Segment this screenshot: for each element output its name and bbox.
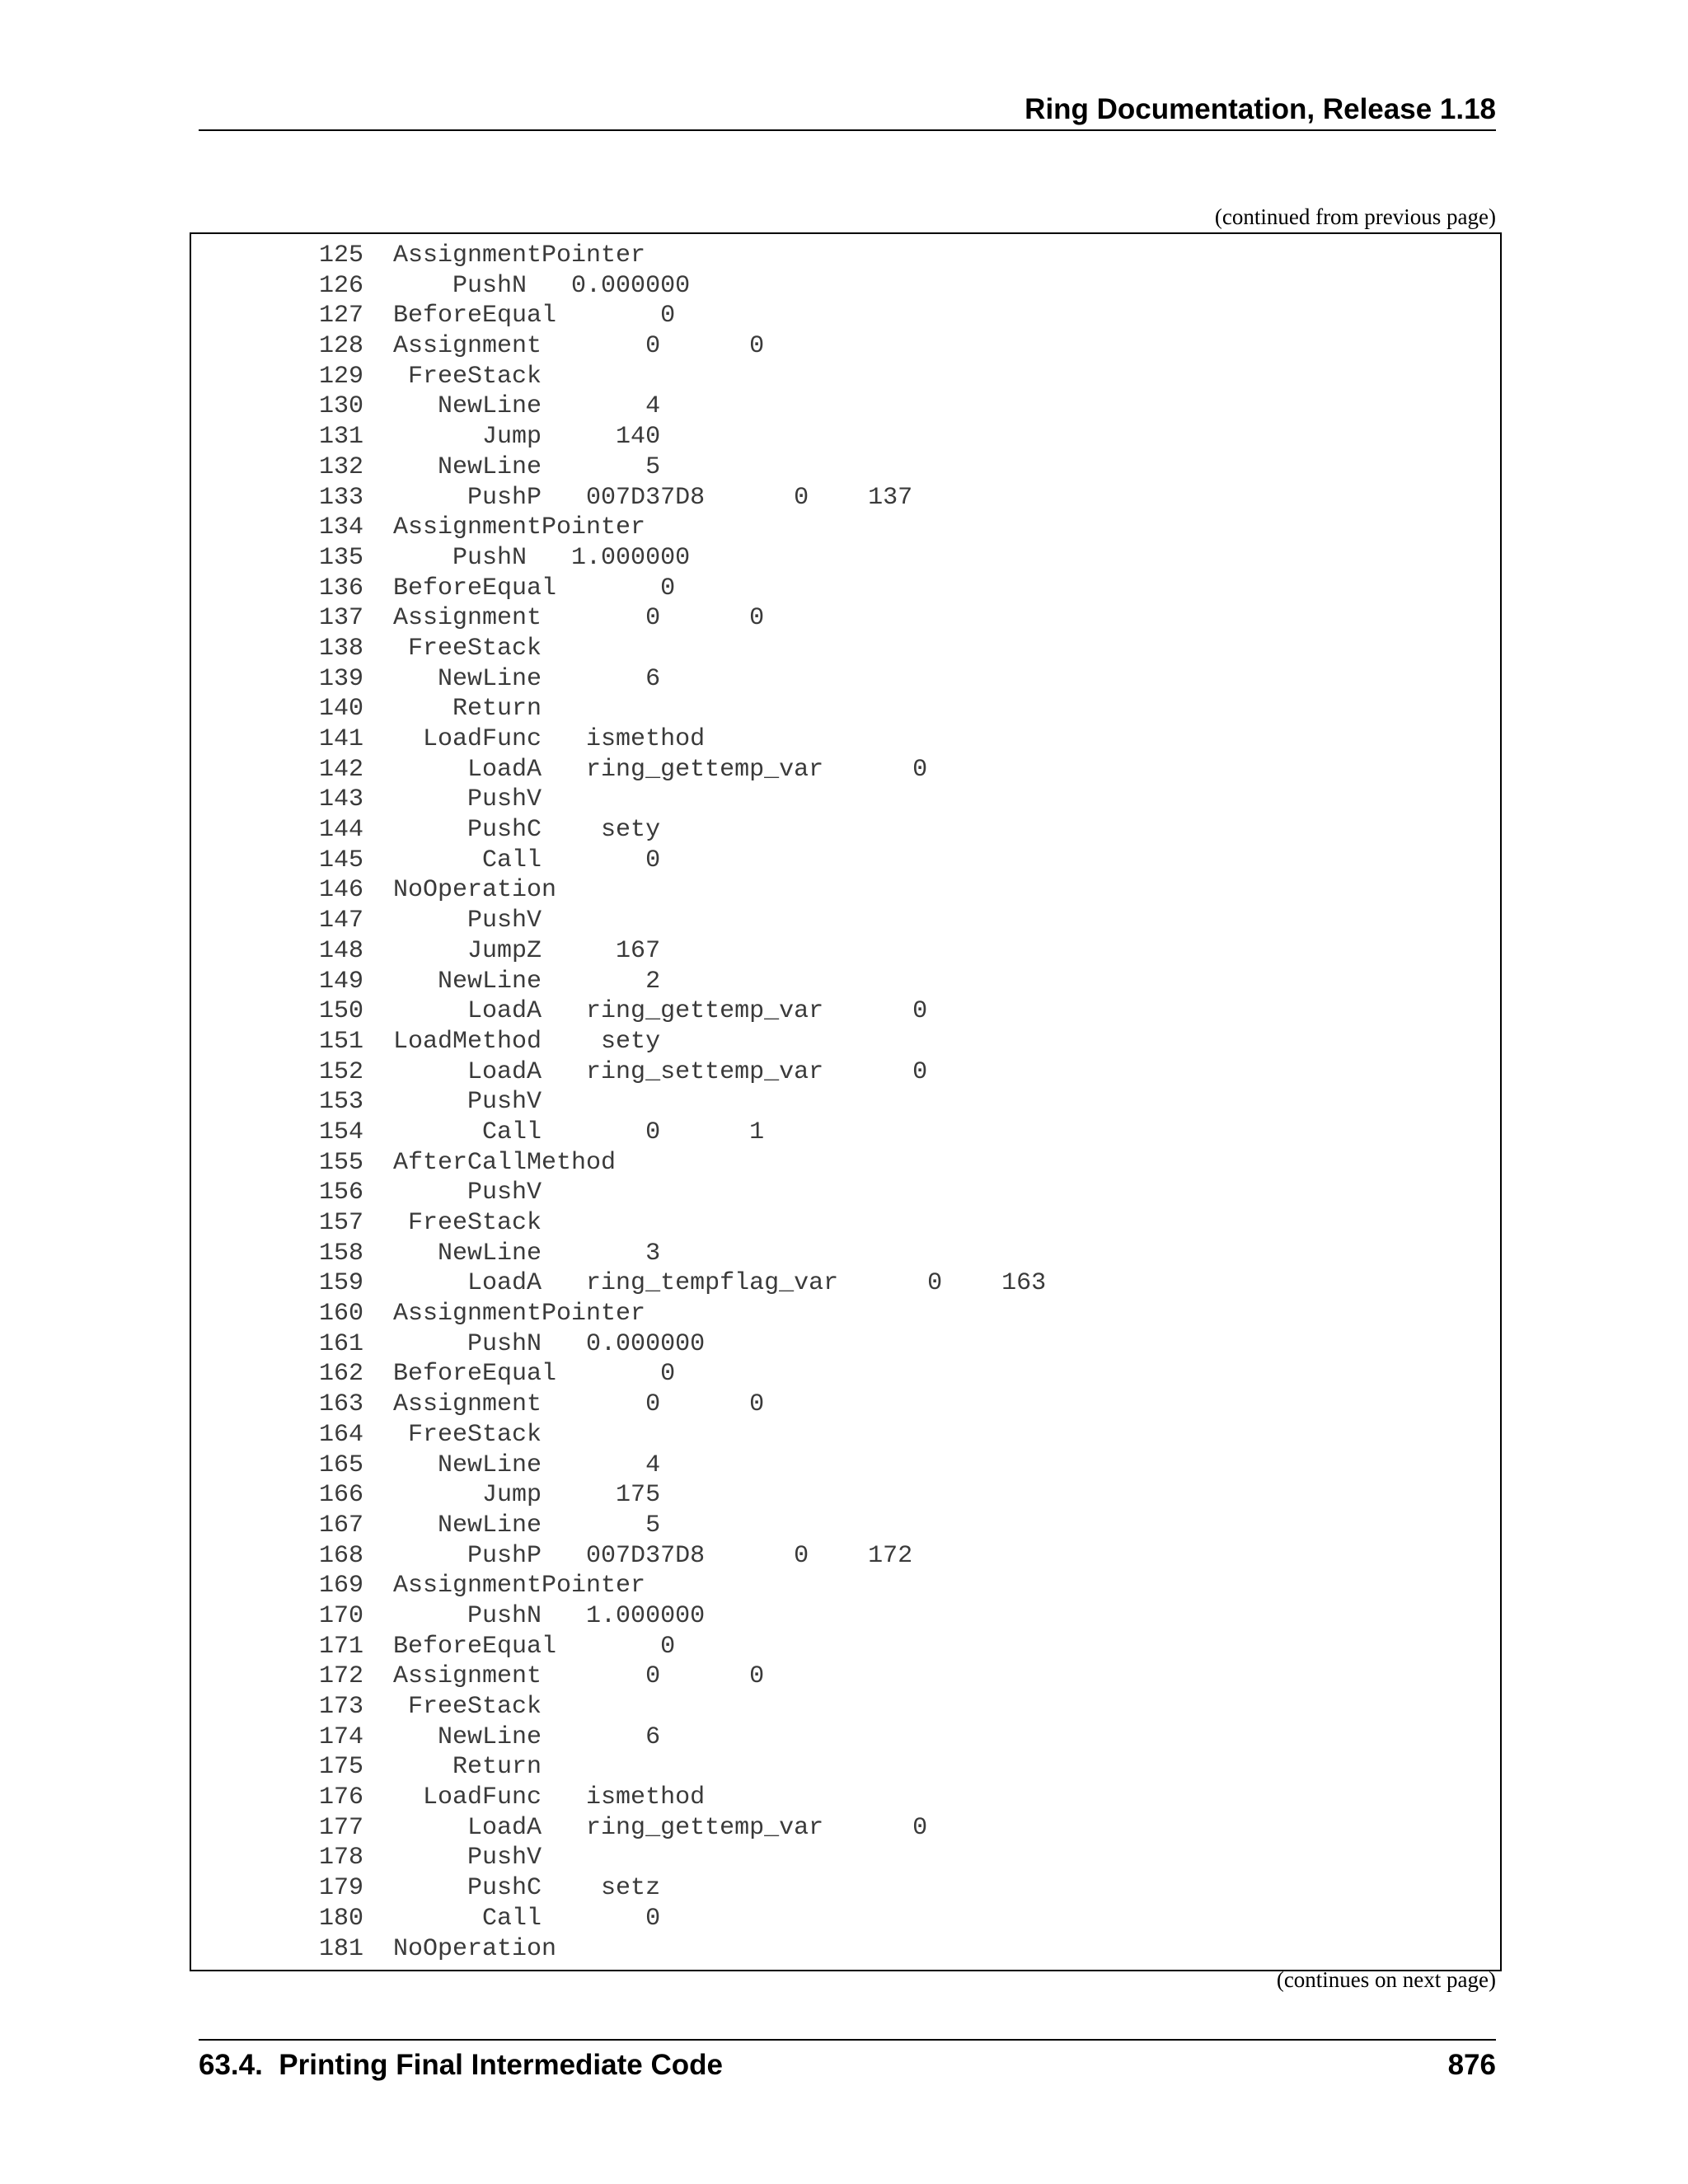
code-line: 160 AssignmentPointer: [319, 1300, 646, 1329]
code-line: 153 PushV: [319, 1088, 542, 1117]
code-line: 146 NoOperation: [319, 876, 557, 905]
footer-rule: [199, 2039, 1496, 2041]
code-line: 131 Jump 140: [319, 423, 661, 452]
code-line: 170 PushN 1.000000: [319, 1601, 706, 1630]
code-line: 163 Assignment 0 0: [319, 1390, 765, 1419]
code-line: 139 NewLine 6: [319, 664, 661, 693]
code-line: 172 Assignment 0 0: [319, 1662, 765, 1691]
code-line: 143 PushV: [319, 785, 542, 814]
code-block: [190, 232, 1502, 1971]
code-line: 127 BeforeEqual 0: [319, 302, 676, 330]
code-line: 179 PushC setz: [319, 1874, 661, 1903]
code-line: 136 BeforeEqual 0: [319, 574, 676, 602]
code-line: 168 PushP 007D37D8 0 172: [319, 1541, 913, 1570]
code-line: 142 LoadA ring_gettemp_var 0: [319, 755, 928, 784]
code-line: 155 AfterCallMethod: [319, 1148, 617, 1177]
code-line: 166 Jump 175: [319, 1481, 661, 1510]
code-line: 156 PushV: [319, 1179, 542, 1207]
code-line: 145 Call 0: [319, 846, 661, 874]
code-line: 129 FreeStack: [319, 362, 542, 391]
code-line: 147 PushV: [319, 907, 542, 935]
code-line: 169 AssignmentPointer: [319, 1572, 646, 1601]
code-line: 125 AssignmentPointer: [319, 241, 646, 269]
code-line: 178 PushV: [319, 1844, 542, 1872]
code-line: 140 Return: [319, 695, 542, 724]
code-line: 175 Return: [319, 1753, 542, 1782]
code-line: 150 LoadA ring_gettemp_var 0: [319, 997, 928, 1026]
code-line: 134 AssignmentPointer: [319, 513, 646, 542]
code-line: 173 FreeStack: [319, 1693, 542, 1721]
code-line: 158 NewLine 3: [319, 1239, 661, 1268]
code-line: 138 FreeStack: [319, 634, 542, 663]
code-line: 157 FreeStack: [319, 1209, 542, 1237]
code-line: 181 NoOperation: [319, 1934, 557, 1963]
code-line: 133 PushP 007D37D8 0 137: [319, 483, 913, 512]
code-line: 171 BeforeEqual 0: [319, 1632, 676, 1661]
footer-section-title: 63.4. Printing Final Intermediate Code: [199, 2049, 723, 2081]
header-rule: [199, 129, 1496, 131]
code-line: 128 Assignment 0 0: [319, 332, 765, 361]
continues-on-next-label: (continues on next page): [1276, 1967, 1496, 1992]
running-header-title: Ring Documentation, Release 1.18: [1025, 93, 1496, 125]
code-line: 177 LoadA ring_gettemp_var 0: [319, 1813, 928, 1842]
code-line: 152 LoadA ring_settemp_var 0: [319, 1057, 928, 1086]
code-line: 151 LoadMethod sety: [319, 1027, 661, 1056]
code-line: 159 LoadA ring_tempflag_var 0 163: [319, 1269, 1047, 1298]
code-line: 137 Assignment 0 0: [319, 604, 765, 633]
code-line: 164 FreeStack: [319, 1420, 542, 1449]
code-line: 141 LoadFunc ismethod: [319, 725, 706, 753]
code-line: 126 PushN 0.000000: [319, 271, 691, 300]
page-number: 876: [1447, 2049, 1496, 2081]
code-line: 167 NewLine 5: [319, 1511, 661, 1540]
code-line: 180 Call 0: [319, 1904, 661, 1933]
code-line: 130 NewLine 4: [319, 392, 661, 421]
code-line: 165 NewLine 4: [319, 1451, 661, 1479]
code-lines: [319, 241, 1046, 1964]
code-line: 132 NewLine 5: [319, 452, 661, 481]
continued-from-previous-label: (continued from previous page): [1214, 204, 1496, 229]
code-line: 174 NewLine 6: [319, 1722, 661, 1751]
code-line: 135 PushN 1.000000: [319, 543, 691, 572]
code-line: 154 Call 0 1: [319, 1118, 765, 1146]
code-line: 162 BeforeEqual 0: [319, 1360, 676, 1389]
code-line: 176 LoadFunc ismethod: [319, 1783, 706, 1812]
code-line: 148 JumpZ 167: [319, 936, 661, 965]
code-line: 149 NewLine 2: [319, 967, 661, 996]
code-line: 144 PushC sety: [319, 816, 661, 845]
code-line: 161 PushN 0.000000: [319, 1329, 706, 1358]
